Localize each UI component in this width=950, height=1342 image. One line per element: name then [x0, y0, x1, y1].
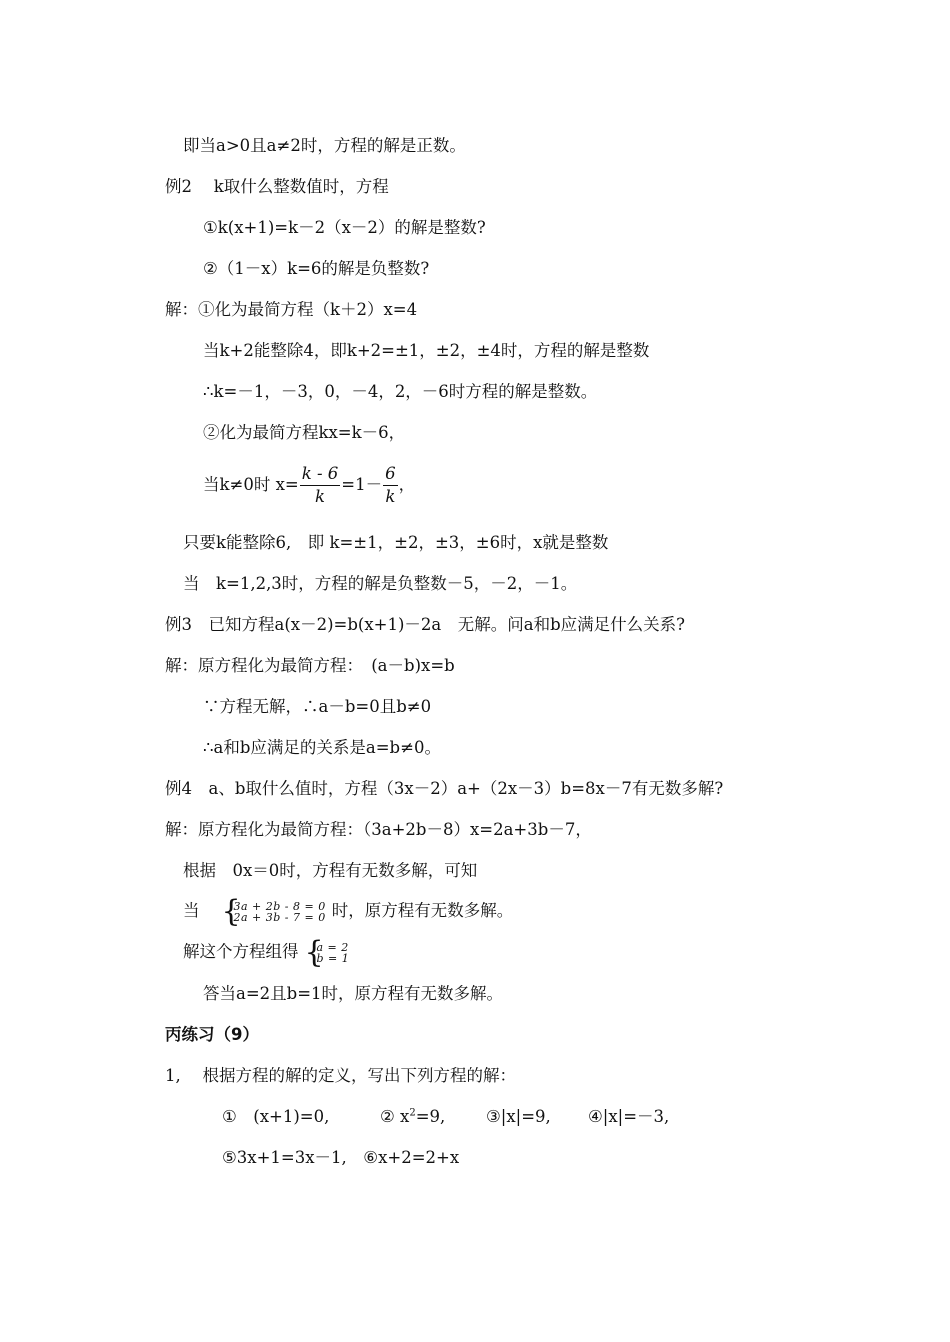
fraction-line	[203, 462, 415, 508]
fraction-numerator: 6	[383, 464, 398, 486]
text-line: ∴a和b应满足的关系是a=b≠0。	[203, 738, 441, 757]
left-brace: {	[221, 893, 241, 929]
system-row: 3a + 2b - 8 = 0	[233, 899, 326, 913]
section-heading: 丙练习（9）	[165, 1025, 259, 1044]
system-row: a = 2	[316, 940, 349, 954]
text-line: ①k(x+1)=k－2（x－2）的解是整数?	[203, 218, 486, 237]
text-line: ②（1－x）k=6的解是负整数?	[203, 259, 430, 278]
fraction-denominator: k	[314, 487, 325, 506]
answer-line: 答当a=2且b=1时，原方程有无数多解。	[203, 984, 504, 1003]
text-line: 当k+2能整除4，即k+2=±1，±2，±4时，方程的解是整数	[203, 341, 650, 360]
fraction-numerator: k - 6	[300, 464, 341, 486]
solution-line: 解：原方程化为最简方程：（3a+2b－8）x=2a+3b－7，	[165, 820, 592, 839]
text-line: 只要k能整除6, 即 k=±1，±2，±3，±6时，x就是整数	[183, 533, 609, 552]
text-line: ②化为最简方程kx=k－6，	[203, 423, 406, 442]
equation-system	[304, 934, 350, 970]
text-span: =9,	[415, 1107, 446, 1126]
exercise-item: 1, 根据方程的解的定义，写出下列方程的解：	[165, 1066, 516, 1085]
system-row: 2a + 3b - 7 = 0	[233, 910, 326, 924]
solution-line: 解：原方程化为最简方程： (a－b)x=b	[165, 656, 455, 675]
text-line: ∵方程无解，∴a－b=0且b≠0	[203, 697, 432, 716]
example-4-heading: 例4 a、b取什么值时，方程（3x－2）a+（2x－3）b=8x－7有无数多解?	[165, 779, 724, 798]
exercise-part: ① (x+1)=0,	[222, 1107, 330, 1126]
example-2-heading: 例2 k取什么整数值时，方程	[165, 177, 389, 196]
equation-system	[221, 893, 326, 929]
text-span: =1－	[341, 475, 383, 494]
text-line: 根据 0x＝0时，方程有无数多解，可知	[183, 861, 478, 880]
exercise-part	[380, 1106, 445, 1128]
text-span: 解这个方程组得	[183, 942, 299, 961]
superscript: 2	[409, 1107, 416, 1119]
left-brace: {	[304, 934, 324, 970]
exercise-part: ④|x|=－3,	[588, 1107, 670, 1126]
system-line	[183, 893, 514, 929]
text-span: ② x	[380, 1107, 410, 1126]
text-line: ∴k=－1，－3，0，－4，2，－6时方程的解是整数。	[203, 382, 598, 401]
text-line: 即当a>0且a≠2时，方程的解是正数。	[183, 136, 466, 155]
fraction	[383, 464, 398, 507]
text-span: 当k≠0时 x=	[203, 475, 299, 494]
system-row: b = 1	[316, 951, 350, 965]
text-line: 当 k=1,2,3时，方程的解是负整数－5，－2，－1。	[183, 574, 578, 593]
solution-line: 解：①化为最简方程（k＋2）x=4	[165, 300, 418, 319]
fraction	[300, 464, 341, 507]
text-span: 当	[183, 901, 200, 920]
text-span: 时，原方程有无数多解。	[331, 901, 514, 920]
exercise-part: ⑤3x+1=3x－1, ⑥x+2=2+x	[222, 1148, 460, 1167]
system-line	[183, 934, 355, 970]
example-3-heading: 例3 已知方程a(x－2)=b(x+1)－2a 无解。问a和b应满足什么关系?	[165, 615, 685, 634]
fraction-denominator: k	[385, 487, 396, 506]
text-span: ，	[398, 475, 416, 494]
exercise-part: ③|x|=9,	[486, 1107, 551, 1126]
